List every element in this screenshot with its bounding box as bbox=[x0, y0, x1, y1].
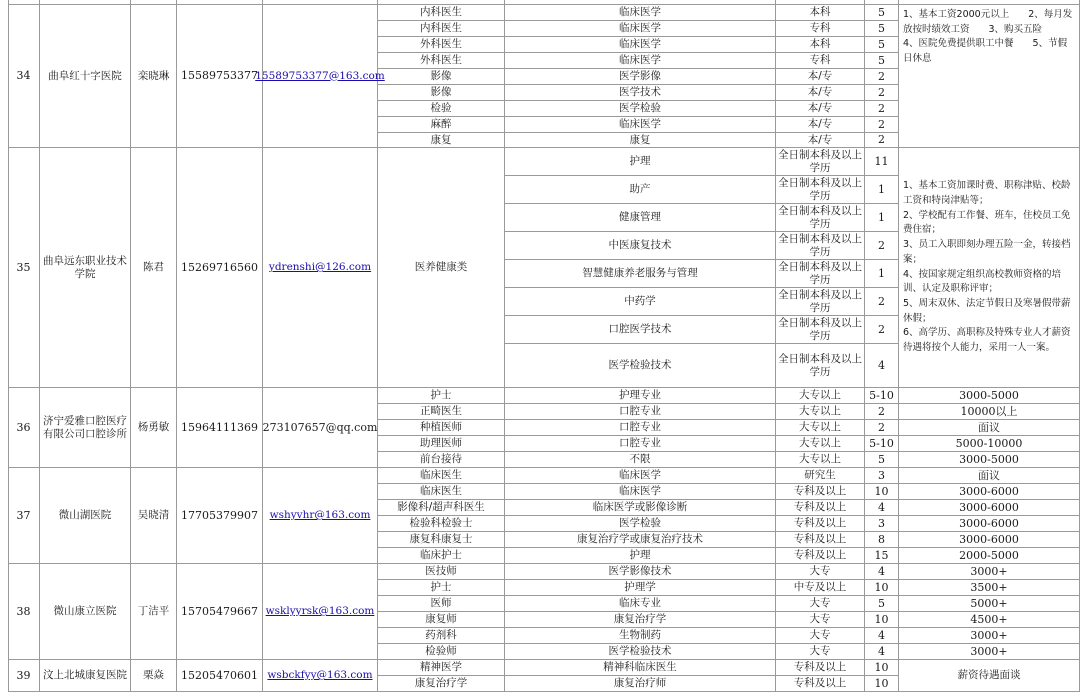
headcount: 4 bbox=[865, 628, 899, 644]
position: 药剂科 bbox=[378, 628, 505, 644]
education: 全日制本科及以上学历 bbox=[776, 204, 865, 232]
organization-name: 微山湖医院 bbox=[40, 468, 131, 564]
education: 本科 bbox=[776, 5, 865, 21]
contact-email[interactable]: wshyvhr@163.com bbox=[263, 468, 378, 564]
education: 大专 bbox=[776, 644, 865, 660]
major: 护理学 bbox=[505, 580, 776, 596]
position: 影像 bbox=[378, 69, 505, 85]
organization-name: 汶上北城康复医院 bbox=[40, 660, 131, 692]
major: 医学检验技术 bbox=[505, 644, 776, 660]
salary: 4500+ bbox=[899, 612, 1080, 628]
salary: 3500+ bbox=[899, 580, 1080, 596]
headcount: 2 bbox=[865, 133, 899, 148]
contact-phone: 15269716560 bbox=[177, 148, 263, 388]
major: 临床医学 bbox=[505, 117, 776, 133]
salary: 面议 bbox=[899, 420, 1080, 436]
position: 检验 bbox=[378, 101, 505, 117]
contact-person: 吴晓清 bbox=[131, 468, 177, 564]
headcount: 3 bbox=[865, 468, 899, 484]
major: 临床医学或影像诊断 bbox=[505, 500, 776, 516]
headcount: 4 bbox=[865, 344, 899, 388]
contact-phone: 17705379907 bbox=[177, 468, 263, 564]
headcount: 5 bbox=[865, 37, 899, 53]
headcount: 2 bbox=[865, 85, 899, 101]
position: 护士 bbox=[378, 388, 505, 404]
education: 大专以上 bbox=[776, 436, 865, 452]
education: 大专以上 bbox=[776, 388, 865, 404]
education: 全日制本科及以上学历 bbox=[776, 148, 865, 176]
position-category: 医养健康类 bbox=[378, 148, 505, 388]
headcount: 15 bbox=[865, 548, 899, 564]
major: 临床医学 bbox=[505, 5, 776, 21]
education: 本科 bbox=[776, 37, 865, 53]
education: 研究生 bbox=[776, 468, 865, 484]
education: 大专以上 bbox=[776, 420, 865, 436]
salary-note: 薪资待遇面谈 bbox=[899, 660, 1080, 692]
position: 护士 bbox=[378, 580, 505, 596]
contact-phone: 15589753377 bbox=[177, 5, 263, 148]
major: 康复 bbox=[505, 133, 776, 148]
major: 智慧健康养老服务与管理 bbox=[505, 260, 776, 288]
education: 大专以上 bbox=[776, 452, 865, 468]
headcount: 8 bbox=[865, 532, 899, 548]
education: 专科及以上 bbox=[776, 532, 865, 548]
position: 临床医生 bbox=[378, 484, 505, 500]
education: 专科 bbox=[776, 53, 865, 69]
row-number: 34 bbox=[8, 5, 40, 148]
major: 医学影像技术 bbox=[505, 564, 776, 580]
benefits-note: 1、基本工资加课时费、职称津贴、校龄工资和特岗津贴等； 2、学校配有工作餐、班车，住校员工免费住宿； 3、员工入职即刻办理五险一金，转接档案； 4、按国家规定组织高校教师资格的培训、认定及职称评审； 5、周末双休、法定节假日及寒暑假带薪休假； 6、高学历、高职称及特殊专业人才薪资待遇将按个人能力，采用一人一案。 bbox=[899, 148, 1080, 388]
education: 专科及以上 bbox=[776, 660, 865, 676]
major: 生物制药 bbox=[505, 628, 776, 644]
education: 全日制本科及以上学历 bbox=[776, 260, 865, 288]
education: 全日制本科及以上学历 bbox=[776, 232, 865, 260]
position: 精神医学 bbox=[378, 660, 505, 676]
major: 中医康复技术 bbox=[505, 232, 776, 260]
salary: 3000-6000 bbox=[899, 532, 1080, 548]
major: 临床专业 bbox=[505, 596, 776, 612]
salary: 面议 bbox=[899, 468, 1080, 484]
headcount: 4 bbox=[865, 564, 899, 580]
benefits-note: 1、基本工资2000元以上 2、每月发放按时绩效工资 3、购买五险 4、医院免费提供职工中餐 5、节假日休息 bbox=[899, 5, 1080, 148]
major: 康复治疗学或康复治疗技术 bbox=[505, 532, 776, 548]
headcount: 1 bbox=[865, 204, 899, 232]
major: 护理专业 bbox=[505, 388, 776, 404]
salary: 3000-5000 bbox=[899, 388, 1080, 404]
salary: 3000-6000 bbox=[899, 500, 1080, 516]
position: 康复 bbox=[378, 133, 505, 148]
major: 临床医学 bbox=[505, 37, 776, 53]
position: 正畸医生 bbox=[378, 404, 505, 420]
headcount: 5 bbox=[865, 596, 899, 612]
education: 本/专 bbox=[776, 85, 865, 101]
major: 口腔医学技术 bbox=[505, 316, 776, 344]
headcount: 5 bbox=[865, 452, 899, 468]
major: 医学影像 bbox=[505, 69, 776, 85]
position: 影像 bbox=[378, 85, 505, 101]
contact-email[interactable]: wsbckfyy@163.com bbox=[263, 660, 378, 692]
position: 康复治疗学 bbox=[378, 676, 505, 692]
headcount: 1 bbox=[865, 260, 899, 288]
contact-phone: 15964111369 bbox=[177, 388, 263, 468]
major: 康复治疗学 bbox=[505, 612, 776, 628]
position: 康复科康复士 bbox=[378, 532, 505, 548]
headcount: 2 bbox=[865, 69, 899, 85]
major: 临床医学 bbox=[505, 53, 776, 69]
contact-phone: 15705479667 bbox=[177, 564, 263, 660]
headcount: 2 bbox=[865, 404, 899, 420]
position: 前台接待 bbox=[378, 452, 505, 468]
major: 精神科临床医生 bbox=[505, 660, 776, 676]
contact-person: 栗焱 bbox=[131, 660, 177, 692]
contact-phone: 15205470601 bbox=[177, 660, 263, 692]
position: 临床护士 bbox=[378, 548, 505, 564]
contact-person: 栾晓琳 bbox=[131, 5, 177, 148]
headcount: 5 bbox=[865, 21, 899, 37]
row-number: 39 bbox=[8, 660, 40, 692]
headcount: 10 bbox=[865, 660, 899, 676]
major: 不限 bbox=[505, 452, 776, 468]
row-number: 38 bbox=[8, 564, 40, 660]
education: 大专 bbox=[776, 612, 865, 628]
education: 本/专 bbox=[776, 69, 865, 85]
education: 专科及以上 bbox=[776, 500, 865, 516]
row-number: 37 bbox=[8, 468, 40, 564]
education: 全日制本科及以上学历 bbox=[776, 176, 865, 204]
major: 医学技术 bbox=[505, 85, 776, 101]
organization-name: 曲阜红十字医院 bbox=[40, 5, 131, 148]
education: 专科及以上 bbox=[776, 516, 865, 532]
organization-name: 济宁爱雅口腔医疗有限公司口腔诊所 bbox=[40, 388, 131, 468]
education: 专科及以上 bbox=[776, 676, 865, 692]
position: 康复师 bbox=[378, 612, 505, 628]
headcount: 10 bbox=[865, 612, 899, 628]
education: 大专 bbox=[776, 564, 865, 580]
major: 临床医学 bbox=[505, 21, 776, 37]
major: 临床医学 bbox=[505, 468, 776, 484]
major: 医学检验 bbox=[505, 101, 776, 117]
headcount: 10 bbox=[865, 484, 899, 500]
major: 医学检验 bbox=[505, 516, 776, 532]
headcount: 5-10 bbox=[865, 388, 899, 404]
major: 健康管理 bbox=[505, 204, 776, 232]
position: 影像科/超声科医生 bbox=[378, 500, 505, 516]
salary: 3000-5000 bbox=[899, 452, 1080, 468]
organization-name: 微山康立医院 bbox=[40, 564, 131, 660]
education: 本/专 bbox=[776, 101, 865, 117]
salary: 2000-5000 bbox=[899, 548, 1080, 564]
salary: 5000+ bbox=[899, 596, 1080, 612]
headcount: 11 bbox=[865, 148, 899, 176]
headcount: 3 bbox=[865, 516, 899, 532]
headcount: 2 bbox=[865, 420, 899, 436]
salary: 3000-6000 bbox=[899, 484, 1080, 500]
major: 助产 bbox=[505, 176, 776, 204]
salary: 3000+ bbox=[899, 644, 1080, 660]
headcount: 1 bbox=[865, 176, 899, 204]
headcount: 4 bbox=[865, 500, 899, 516]
position: 内科医生 bbox=[378, 21, 505, 37]
contact-email[interactable]: 15589753377@163.com bbox=[263, 5, 378, 148]
contact-email[interactable]: wsklyyrsk@163.com bbox=[263, 564, 378, 660]
major: 中药学 bbox=[505, 288, 776, 316]
education: 大专 bbox=[776, 596, 865, 612]
position: 检验师 bbox=[378, 644, 505, 660]
headcount: 2 bbox=[865, 288, 899, 316]
education: 专科及以上 bbox=[776, 548, 865, 564]
headcount: 10 bbox=[865, 580, 899, 596]
education: 专科 bbox=[776, 21, 865, 37]
contact-email[interactable]: 273107657@qq.com bbox=[263, 388, 378, 468]
education: 大专 bbox=[776, 628, 865, 644]
contact-person: 陈君 bbox=[131, 148, 177, 388]
contact-person: 丁洁平 bbox=[131, 564, 177, 660]
major: 护理 bbox=[505, 148, 776, 176]
education: 大专以上 bbox=[776, 404, 865, 420]
education: 全日制本科及以上学历 bbox=[776, 288, 865, 316]
position: 助理医师 bbox=[378, 436, 505, 452]
major: 口腔专业 bbox=[505, 420, 776, 436]
headcount: 5 bbox=[865, 53, 899, 69]
position: 外科医生 bbox=[378, 53, 505, 69]
headcount: 2 bbox=[865, 232, 899, 260]
headcount: 10 bbox=[865, 676, 899, 692]
contact-person: 杨勇敏 bbox=[131, 388, 177, 468]
position: 内科医生 bbox=[378, 5, 505, 21]
education: 全日制本科及以上学历 bbox=[776, 316, 865, 344]
row-number: 35 bbox=[8, 148, 40, 388]
position: 检验科检验士 bbox=[378, 516, 505, 532]
salary: 3000-6000 bbox=[899, 516, 1080, 532]
organization-name: 曲阜远东职业技术学院 bbox=[40, 148, 131, 388]
headcount: 4 bbox=[865, 644, 899, 660]
education: 中专及以上 bbox=[776, 580, 865, 596]
education: 专科及以上 bbox=[776, 484, 865, 500]
position: 医技师 bbox=[378, 564, 505, 580]
position: 种植医师 bbox=[378, 420, 505, 436]
position: 麻醉 bbox=[378, 117, 505, 133]
major: 护理 bbox=[505, 548, 776, 564]
row-number: 36 bbox=[8, 388, 40, 468]
headcount: 2 bbox=[865, 316, 899, 344]
position: 医师 bbox=[378, 596, 505, 612]
salary: 3000+ bbox=[899, 628, 1080, 644]
position: 临床医生 bbox=[378, 468, 505, 484]
education: 全日制本科及以上学历 bbox=[776, 344, 865, 388]
position: 外科医生 bbox=[378, 37, 505, 53]
contact-email[interactable]: ydrenshi@126.com bbox=[263, 148, 378, 388]
headcount: 5-10 bbox=[865, 436, 899, 452]
major: 康复治疗师 bbox=[505, 676, 776, 692]
salary: 3000+ bbox=[899, 564, 1080, 580]
headcount: 2 bbox=[865, 117, 899, 133]
salary: 5000-10000 bbox=[899, 436, 1080, 452]
headcount: 5 bbox=[865, 5, 899, 21]
major: 口腔专业 bbox=[505, 436, 776, 452]
salary: 10000以上 bbox=[899, 404, 1080, 420]
major: 口腔专业 bbox=[505, 404, 776, 420]
education: 本/专 bbox=[776, 117, 865, 133]
major: 医学检验技术 bbox=[505, 344, 776, 388]
education: 本/专 bbox=[776, 133, 865, 148]
major: 临床医学 bbox=[505, 484, 776, 500]
headcount: 2 bbox=[865, 101, 899, 117]
